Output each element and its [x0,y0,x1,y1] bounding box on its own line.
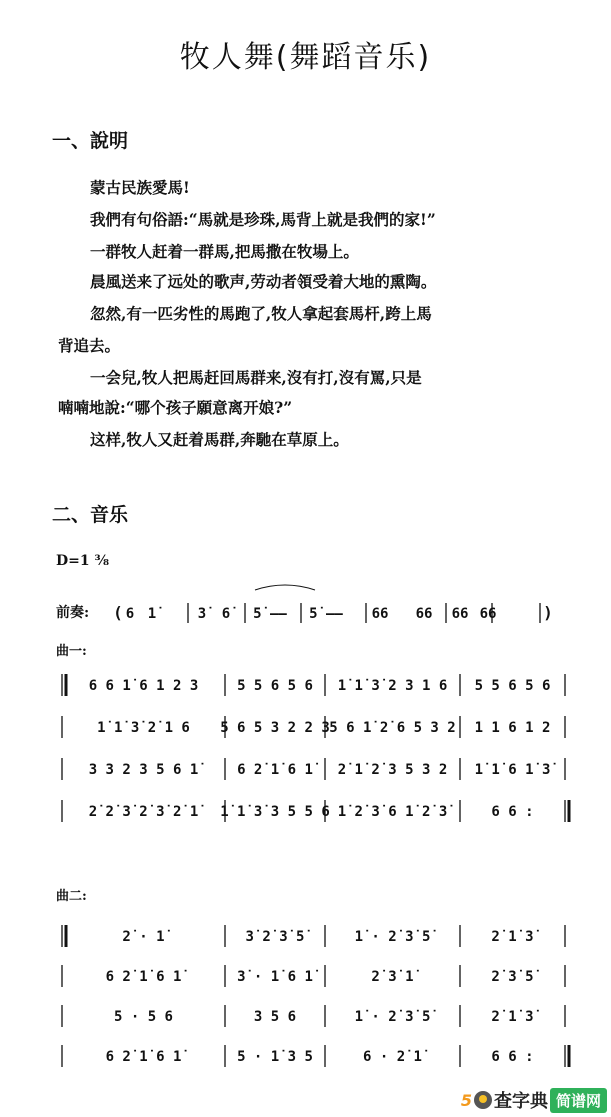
qu1-measure: 5 6 1̇ 2̇ 6 5 3 2 [329,720,456,736]
qu1-measure: 6 2̇ 1̇ 6 1̇ [237,762,313,778]
prelude-note: 3̇ [197,606,207,622]
prelude-note: 1̇ [147,606,157,622]
qu1-measure: 1̇ 2̇ 3̇ 6 1̇ 2̇ 3̇ [337,804,448,820]
watermark-badge: 简谱网 [550,1088,607,1113]
qu1-measure: 6 6 : [491,804,534,820]
watermark-name: 查字典 [493,1091,548,1112]
qu1-measure: 5 5 6 5 6 [474,678,551,694]
qu2-measure: 6 6 : [491,1049,534,1065]
watermark-number: 5 [460,1090,472,1110]
qu2-measure: 6 2̇ 1̇ 6 1̇ [105,969,182,985]
key-signature: D=1 ⅜ [56,553,109,569]
prelude-note: 66 [415,606,433,622]
qu1-measure: 1 1 6 1 2 [474,720,551,736]
prelude-slur [255,585,315,590]
qu1-measure: 5 5 6 5 6 [237,678,313,694]
prelude-note: 5̇ —— [309,606,343,622]
qu2-measure: 1̇ · 2̇ 3̇ 5̇ [354,929,431,945]
prelude-close-paren: ) [543,603,553,622]
section-heading-music: 二、音乐 [52,504,129,526]
explanation-line: 蒙古民族愛馬! [90,178,190,197]
qu1-measure: 5 6 5 3 2 2 3 [220,720,330,736]
qu1-measure: 6 6 1̇ 6 1 2 3 [88,678,199,694]
qu2-measure: 5 · 5 6 [113,1009,174,1025]
qu1-measure: 1̇ 1̇ 3̇ 2̇ 1 6 [97,720,190,736]
explanation-line: 我們有句俗語:“馬就是珍珠,馬背上就是我們的家!” [90,210,436,229]
prelude-label: 前奏: [56,605,90,621]
qu2-measure: 3 5 6 [253,1009,297,1025]
explanation-line: 晨風送来了远处的歌声,劳动者領受着大地的熏陶。 [90,272,437,291]
prelude-open-paren: ( [113,603,123,622]
prelude-note: 66 [479,606,497,622]
prelude-note: 66 [371,606,389,622]
qu2-measure: 2̇ 1̇ 3̇ [491,1009,534,1025]
qu2-measure: 6 · 2̇ 1̇ [362,1049,423,1065]
watermark [461,1087,607,1113]
qu2-measure: 3̇ · 1̇ 6 1̇ [237,969,313,985]
qu1-measure: 1̇ 1̇ 6 1̇ 3̇ [474,762,551,778]
prelude-note: 5̇ —— [253,606,287,622]
qu2-label: 曲二: [56,889,87,904]
qu2-measure: 2̇ 3̇ 1̇ [371,969,414,985]
search-icon [474,1091,492,1109]
explanation-line: 一群牧人赶着一群馬,把馬撒在牧場上。 [90,242,359,261]
explanation-line: 这样,牧人又赶着馬群,奔馳在草原上。 [90,430,349,449]
prelude-note: 6̇ [221,606,231,622]
qu2-measure: 6 2̇ 1̇ 6 1̇ [105,1049,182,1065]
section-heading-explanation: 一、說明 [52,130,129,152]
qu2-measure: 1̇ · 2̇ 3̇ 5̇ [354,1009,431,1025]
qu1-measure: 1̇ 1̇ 3̇ 2 3 1 6 [337,678,448,694]
explanation-line: 一会兒,牧人把馬赶回馬群来,沒有打,沒有罵,只是 [90,368,422,387]
qu1-measure: 1̇ 1̇ 3̇ 3 5 5 6 [220,804,330,820]
prelude-note: 6 [125,606,135,622]
qu1-label: 曲一: [56,644,87,659]
prelude-note: 66 [451,606,469,622]
qu2-measure: 2̇ 3̇ 5̇ [491,969,534,985]
explanation-line: 喃喃地說:“哪个孩子願意离开娘?” [58,398,293,417]
qu1-measure: 2̇ 2̇ 3̇ 2̇ 3̇ 2̇ 1̇ [88,804,199,820]
qu2-measure: 5 · 1̇ 3 5 [237,1049,313,1065]
qu2-measure: 2̇ 1̇ 3̇ [491,929,534,945]
explanation-line: 忽然,有一匹劣性的馬跑了,牧人拿起套馬杆,跨上馬 [90,304,432,323]
qu2-measure: 2̇ · 1̇ [122,929,165,945]
page-title: 牧人舞(舞蹈音乐) [179,40,432,75]
qu1-measure: 3 3 2 3 5 6 1̇ [88,762,199,778]
qu1-measure: 2̇ 1̇ 2̇ 3 5 3 2 [337,762,448,778]
qu2-measure: 3̇ 2̇ 3̇ 5̇ [245,929,305,945]
explanation-line: 背追去。 [58,336,121,355]
